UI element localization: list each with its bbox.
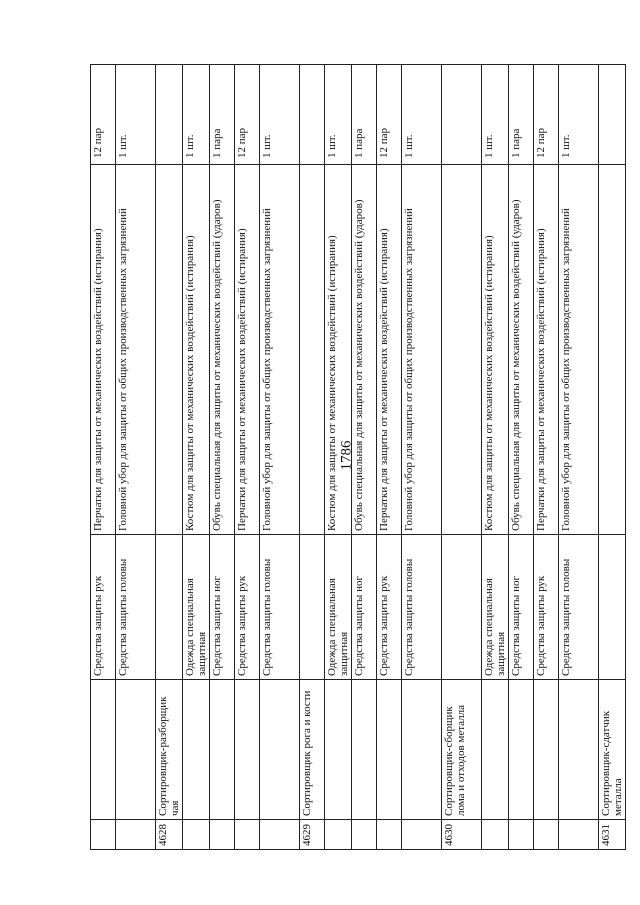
table-row <box>402 65 442 850</box>
ppe-quantity: 1 шт. <box>183 65 210 165</box>
ppe-item <box>156 165 183 535</box>
row-number <box>91 820 116 850</box>
ppe-category: Средства защиты головы <box>116 535 156 680</box>
profession-name: Сортировщик-сборщик лома и отходов металла <box>442 680 482 820</box>
profession-name <box>210 680 235 820</box>
ppe-category: Средства защиты головы <box>559 535 599 680</box>
profession-name <box>509 680 534 820</box>
ppe-quantity: 12 пар <box>534 65 559 165</box>
ppe-table <box>90 64 626 850</box>
ppe-quantity: 1 шт. <box>325 65 352 165</box>
row-number <box>482 820 509 850</box>
ppe-item: Обувь специальная для защиты от механических воздействий (ударов) <box>509 165 534 535</box>
page-number: 1786 <box>338 440 355 471</box>
ppe-category: Средства защиты головы <box>260 535 300 680</box>
row-number <box>402 820 442 850</box>
ppe-category <box>442 535 482 680</box>
ppe-category <box>300 535 325 680</box>
ppe-item: Головной убор для защиты от общих производственных загрязнений <box>402 165 442 535</box>
profession-name <box>559 680 599 820</box>
ppe-quantity: 1 шт. <box>116 65 156 165</box>
profession-name: Сортировщик рога и кости <box>300 680 325 820</box>
profession-name <box>183 680 210 820</box>
ppe-item: Костюм для защиты от механических воздействий (истирания) <box>482 165 509 535</box>
ppe-category: Одежда специальная защитная <box>183 535 210 680</box>
table-row <box>352 65 377 850</box>
table-row <box>260 65 300 850</box>
table-row <box>559 65 599 850</box>
table-row <box>599 65 626 850</box>
ppe-category: Средства защиты ног <box>210 535 235 680</box>
ppe-quantity: 1 шт. <box>559 65 599 165</box>
ppe-item <box>442 165 482 535</box>
ppe-item: Головной убор для защиты от общих производственных загрязнений <box>116 165 156 535</box>
ppe-quantity <box>156 65 183 165</box>
row-number: 4631 <box>599 820 626 850</box>
table-row <box>183 65 210 850</box>
ppe-item: Обувь специальная для защиты от механических воздействий (ударов) <box>352 165 377 535</box>
table-row <box>377 65 402 850</box>
ppe-category: Одежда специальная защитная <box>482 535 509 680</box>
profession-name: Сортировщик-разборщик чая <box>156 680 183 820</box>
profession-name <box>377 680 402 820</box>
table-row <box>442 65 482 850</box>
row-number <box>235 820 260 850</box>
row-number: 4629 <box>300 820 325 850</box>
ppe-quantity: 1 шт. <box>482 65 509 165</box>
table-row <box>325 65 352 850</box>
table-row <box>210 65 235 850</box>
ppe-quantity: 1 пара <box>210 65 235 165</box>
ppe-category: Средства защиты ног <box>352 535 377 680</box>
ppe-item: Перчатки для защиты от механических воздействий (истирания) <box>235 165 260 535</box>
profession-name <box>352 680 377 820</box>
ppe-category <box>599 535 626 680</box>
row-number <box>260 820 300 850</box>
ppe-quantity: 12 пар <box>91 65 116 165</box>
row-number <box>534 820 559 850</box>
row-number <box>325 820 352 850</box>
profession-name <box>482 680 509 820</box>
profession-name <box>116 680 156 820</box>
table-viewport <box>90 65 624 850</box>
profession-name <box>235 680 260 820</box>
table-row <box>482 65 509 850</box>
ppe-item: Головной убор для защиты от общих производственных загрязнений <box>260 165 300 535</box>
ppe-item: Перчатки для защиты от механических воздействий (истирания) <box>91 165 116 535</box>
table-row <box>156 65 183 850</box>
table-row <box>509 65 534 850</box>
ppe-quantity: 1 пара <box>352 65 377 165</box>
ppe-category: Средства защиты рук <box>377 535 402 680</box>
ppe-item <box>599 165 626 535</box>
ppe-item: Перчатки для защиты от механических воздействий (истирания) <box>377 165 402 535</box>
ppe-quantity: 1 шт. <box>402 65 442 165</box>
ppe-item: Обувь специальная для защиты от механических воздействий (ударов) <box>210 165 235 535</box>
ppe-item: Головной убор для защиты от общих производственных загрязнений <box>559 165 599 535</box>
ppe-category: Средства защиты рук <box>534 535 559 680</box>
ppe-item: Перчатки для защиты от механических воздействий (истирания) <box>534 165 559 535</box>
ppe-category: Средства защиты головы <box>402 535 442 680</box>
row-number <box>509 820 534 850</box>
table-row <box>116 65 156 850</box>
row-number: 4630 <box>442 820 482 850</box>
row-number <box>210 820 235 850</box>
ppe-quantity <box>300 65 325 165</box>
ppe-quantity <box>599 65 626 165</box>
row-number <box>377 820 402 850</box>
ppe-table-body <box>91 65 626 850</box>
table-row <box>300 65 325 850</box>
ppe-quantity: 12 пар <box>377 65 402 165</box>
ppe-quantity: 1 пара <box>509 65 534 165</box>
ppe-quantity: 1 шт. <box>260 65 300 165</box>
table-row <box>534 65 559 850</box>
ppe-category: Одежда специальная защитная <box>325 535 352 680</box>
row-number <box>183 820 210 850</box>
row-number <box>352 820 377 850</box>
row-number <box>116 820 156 850</box>
ppe-quantity: 12 пар <box>235 65 260 165</box>
table-row <box>91 65 116 850</box>
profession-name <box>325 680 352 820</box>
ppe-item: Костюм для защиты от механических воздействий (истирания) <box>325 165 352 535</box>
ppe-item: Костюм для защиты от механических воздействий (истирания) <box>183 165 210 535</box>
table-row <box>235 65 260 850</box>
profession-name <box>402 680 442 820</box>
profession-name <box>91 680 116 820</box>
row-number <box>559 820 599 850</box>
ppe-category <box>156 535 183 680</box>
ppe-category: Средства защиты ног <box>509 535 534 680</box>
profession-name: Сортировщик-сдатчик металла <box>599 680 626 820</box>
ppe-quantity <box>442 65 482 165</box>
ppe-item <box>300 165 325 535</box>
ppe-category: Средства защиты рук <box>91 535 116 680</box>
profession-name <box>534 680 559 820</box>
row-number: 4628 <box>156 820 183 850</box>
rotated-table-container <box>90 65 624 850</box>
profession-name <box>260 680 300 820</box>
ppe-category: Средства защиты рук <box>235 535 260 680</box>
